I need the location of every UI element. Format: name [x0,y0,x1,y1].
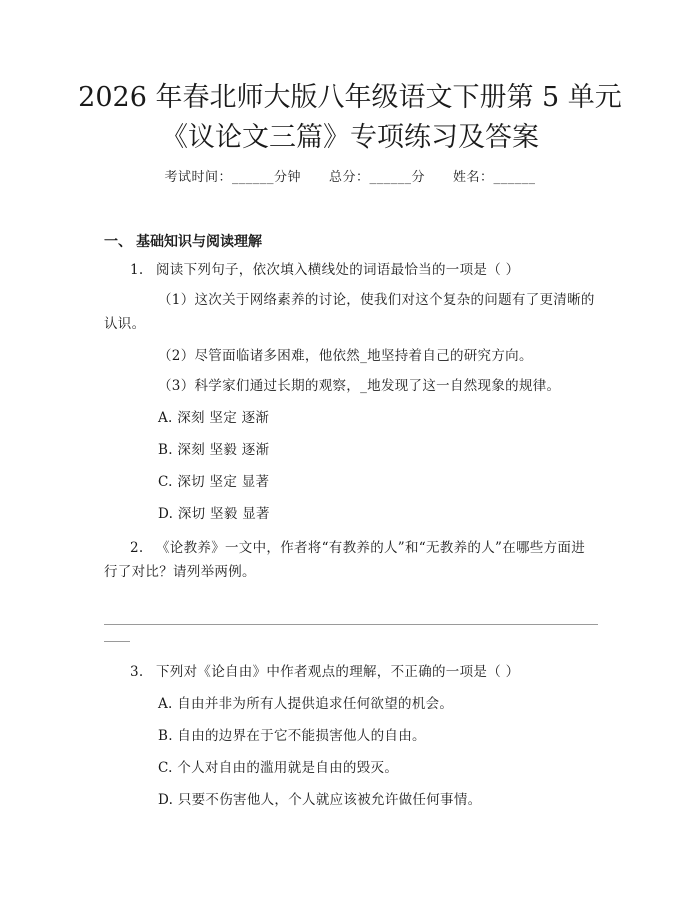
section-title: 基础知识与阅读理解 [136,234,262,250]
question-1-option-d: D. 深切 坚毅 显著 [158,506,270,522]
section-heading [104,232,262,252]
question-1-option-a: A. 深刻 坚定 逐渐 [158,410,270,426]
exam-info [0,168,700,188]
title-line-2: 《议论文三篇》专项练习及答案 [161,122,539,153]
question-2-stem [104,536,597,584]
question-number: 2. [130,540,144,556]
question-1-stem [130,258,519,282]
exam-time-field: 考试时间：______分钟 [164,170,301,185]
question-text: 下列对《论自由》中作者观点的理解，不正确的一项是（ ） [156,664,520,680]
question-number: 3. [130,664,144,680]
answer-line-tail [104,641,130,642]
section-number: 一、 [104,234,132,250]
question-text: 《论教养》一文中，作者将“有教养的人”和“无教养的人”在哪些方面进行了对比？请列举两例。 [104,540,586,580]
question-number: 1. [130,262,144,278]
exam-score-field: 总分：______分 [328,170,425,185]
question-1-option-c: C. 深切 坚定 显著 [158,474,270,490]
question-1-sentence-2: （2）尽管面临诸多困难，他依然_地坚持着自己的研究方向。 [158,348,533,364]
question-3-option-a: A. 自由并非为所有人提供追求任何欲望的机会。 [158,696,454,712]
question-3-option-c: C. 个人对自由的滥用就是自由的毁灭。 [158,760,399,776]
question-3-option-d: D. 只要不伤害他人，个人就应该被允许做任何事情。 [158,792,482,808]
question-1-sentence-1: （1）这次关于网络素养的讨论，使我们对这个复杂的问题有了更清晰的认识。 [104,292,595,332]
title-line-1: 2026 年春北师大版八年级语文下册第 5 单元 [78,82,622,113]
question-1-sentence-3: （3）科学家们通过长期的观察，_地发现了这一自然现象的规律。 [158,378,561,394]
question-text: 阅读下列句子，依次填入横线处的词语最恰当的一项是（ ） [156,262,520,278]
question-1-option-b: B. 深刻 坚毅 逐渐 [158,442,270,458]
answer-line [104,624,598,625]
question-3-option-b: B. 自由的边界在于它不能损害他人的自由。 [158,728,426,744]
question-3-stem [130,660,519,684]
exam-name-field: 姓名：______ [453,170,536,185]
